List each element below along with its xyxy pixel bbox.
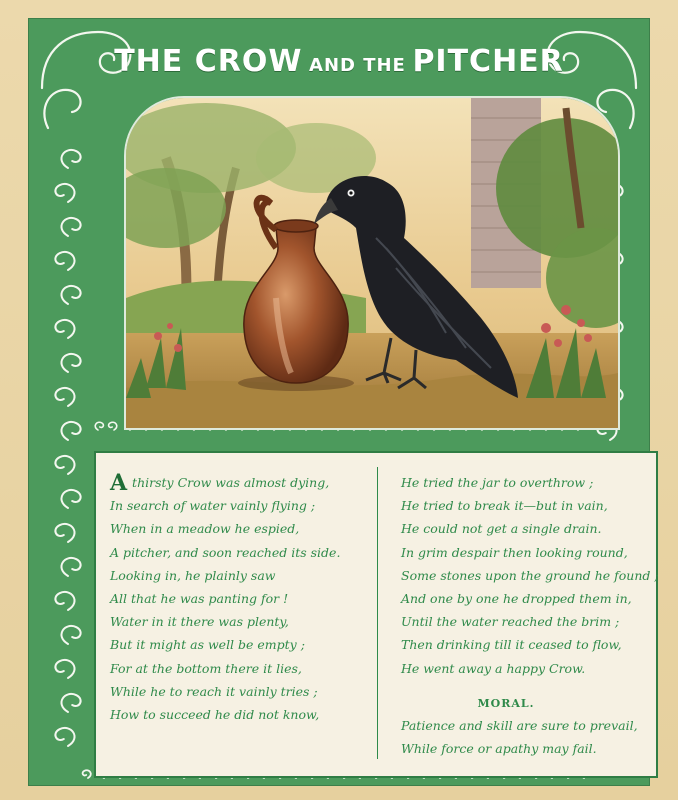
poem-line: How to succeed he did not know, [110, 706, 320, 722]
drop-cap: A [110, 470, 128, 496]
poem-line: But it might as well be empty ; [110, 637, 305, 653]
poem-line: He tried the jar to overthrow ; [401, 475, 594, 490]
poem-line: For at the bottom there it lies, [110, 660, 302, 676]
crow-pitcher-illustration [124, 96, 620, 430]
poem-first-line-rest: thirsty Crow was almost dying, [128, 475, 330, 490]
title-part-crow: THE CROW [114, 44, 303, 79]
poem-line: Then drinking till it ceased to flow, [401, 637, 622, 653]
poem-line: Looking in, he plainly saw [110, 567, 276, 583]
poem-line: While he to reach it vainly tries ; [110, 683, 318, 699]
poem-right-column [401, 471, 659, 760]
title-part-pitcher: PITCHER [412, 44, 564, 79]
title-part-and-the: AND THE [309, 55, 406, 76]
moral-line: While force or apathy may fail. [401, 740, 597, 756]
poem-line: And one by one he dropped them in, [401, 590, 632, 606]
poem-line: Until the water reached the brim ; [401, 614, 620, 630]
poem-line: He went away a happy Crow. [401, 660, 586, 676]
poem-line: Some stones upon the ground he found ; [401, 567, 659, 583]
poem-line [110, 471, 365, 494]
poem-line: All that he was panting for ! [110, 590, 289, 606]
poem-line [110, 726, 365, 749]
poem-line: He tried to break it—but in vain, [401, 498, 608, 514]
moral-heading: MORAL. [477, 696, 535, 710]
page-title [28, 44, 650, 79]
poem-line: A pitcher, and soon reached its side. [110, 544, 341, 560]
poem-line: In search of water vainly flying ; [110, 498, 316, 514]
poem-panel [94, 451, 658, 778]
poem-line: Water in it there was plenty, [110, 614, 289, 630]
illustrated-card [28, 18, 659, 786]
poem-line: In grim despair then looking round, [401, 544, 628, 560]
poem-line: When in a meadow he espied, [110, 521, 300, 537]
poem-line: He could not get a single drain. [401, 521, 602, 537]
poem-left-column [110, 471, 365, 749]
illustration-svg [126, 98, 618, 428]
column-divider [377, 467, 378, 759]
moral-line: Patience and skill are sure to prevail, [401, 717, 638, 733]
